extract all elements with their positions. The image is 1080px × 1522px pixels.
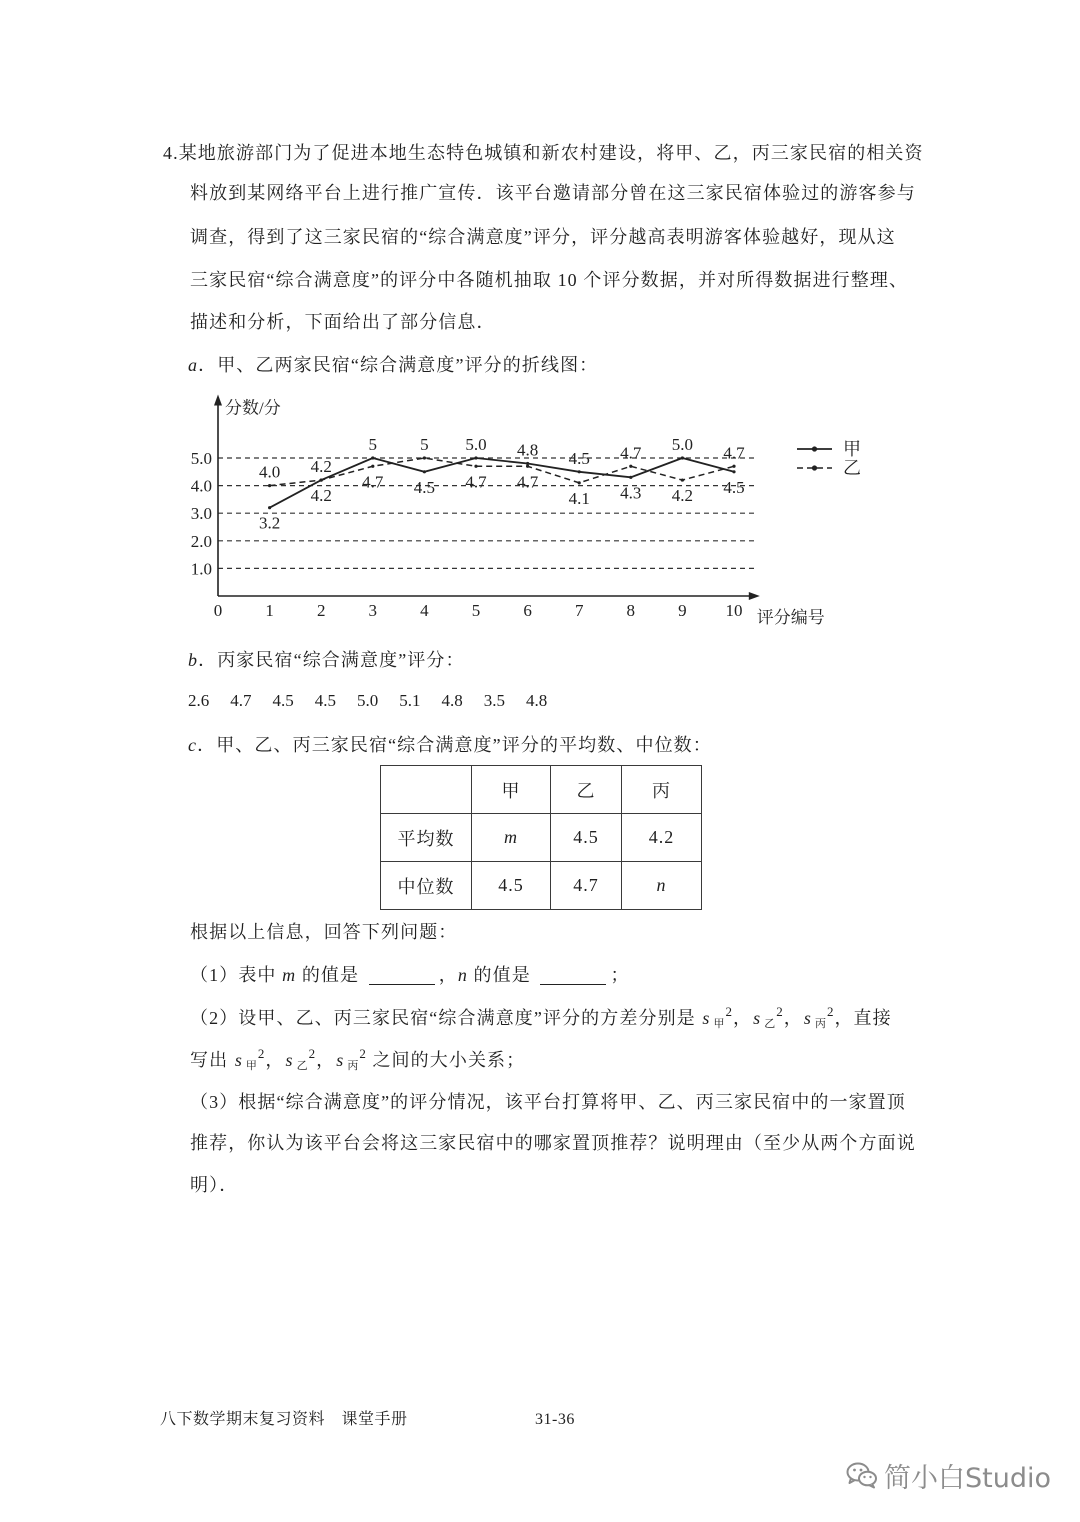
x-tick-label: 1 [265,601,274,620]
question-2-line [190,1005,892,1034]
q1-number: （1） [190,965,239,985]
table-header-cell: 乙 [551,766,622,814]
table-header-cell: 甲 [472,766,551,814]
variance-symbol: s [234,1050,243,1070]
q1-text: 的值是 [296,965,365,985]
q1-text: ； [610,965,630,985]
variance-term-jia [702,1005,732,1034]
data-label: 4.5 [413,477,436,497]
variance-term-yi [286,1047,316,1076]
variance-term-bing [804,1005,834,1034]
x-tick-label: 6 [523,601,532,620]
page-number: 31-36 [535,1411,575,1428]
watermark-text: 简小白Studio [884,1462,1051,1494]
variance-subscript: 丙 [814,1018,826,1030]
part-b-text: ．丙家民宿“综合满意度”评分： [198,650,465,670]
data-point [681,456,684,459]
x-axis-label: 评分编号 [756,608,825,627]
data-label: 4.7 [516,472,539,492]
data-label: 5 [368,435,378,454]
table-cell: 4.7 [551,862,622,910]
x-tick-label: 7 [574,601,584,620]
data-label: 4.7 [362,472,384,492]
part-c-caption [188,732,712,758]
variance-symbol: s [702,1008,711,1028]
variance-symbol: s [285,1050,294,1070]
problem-line: 料放到某网络平台上进行推广宣传．该平台邀请部分曾在这三家民宿体验过的游客参与 [190,183,916,203]
data-label: 5.0 [465,435,487,454]
variance-exponent: 2 [359,1046,366,1061]
data-point [474,465,477,468]
table-header-cell: 丙 [622,766,702,814]
data-label: 4.2 [310,486,332,506]
data-point [732,465,735,468]
table-row-label: 平均数 [381,814,472,862]
series-line-jia [270,458,734,508]
variance-exponent: 2 [826,1004,834,1019]
data-label: 4.7 [620,443,642,463]
table-row-label: 中位数 [381,862,472,910]
data-point [474,456,477,459]
data-point [578,481,581,484]
problem-line: 调查，得到了这三家民宿的“综合满意度”评分，评分越高表明游客体验越好，现从这 [190,227,896,247]
variance-subscript: 乙 [764,1018,776,1030]
legend-marker [812,465,817,470]
data-point [578,470,581,473]
q2-text: 之间的大小关系； [366,1050,526,1070]
problem-line: 三家民宿“综合满意度”的评分中各随机抽取 10 个评分数据，并对所得数据进行整理、 [190,270,909,290]
data-label: 5.0 [671,435,694,454]
data-label: 4.5 [723,477,745,497]
y-tick-label: 1.0 [190,559,212,579]
data-point [526,465,529,468]
q2-text: ，直接 [834,1008,892,1028]
y-tick-label: 4.0 [190,476,212,496]
separator: ， [265,1050,285,1070]
variance-exponent: 2 [257,1046,265,1061]
variance-exponent: 2 [725,1004,732,1019]
variance-subscript: 乙 [296,1060,308,1072]
variance-term-bing [336,1047,366,1076]
q2-text: （2）设甲、乙、丙三家民宿“综合满意度”评分的方差分别是 [190,1008,702,1028]
table-cell: 4.5 [472,862,551,910]
data-label: 4.2 [671,486,694,506]
x-tick-label: 8 [626,601,636,620]
variance-exponent: 2 [308,1046,316,1061]
problem-line: 描述和分析，下面给出了部分信息． [190,312,496,332]
bing-score-list [188,688,568,714]
score-value: 4.8 [441,691,463,710]
question-1 [190,962,630,988]
table-row [381,862,702,910]
data-point [268,506,271,509]
y-tick-label: 5.0 [190,449,212,468]
x-axis-arrow [749,592,760,600]
x-tick-label: 4 [420,601,429,620]
wechat-icon [846,1461,878,1489]
data-point [371,465,374,468]
part-a-text: ．甲、乙两家民宿“综合满意度”评分的折线图： [198,355,599,375]
variance-subscript: 丙 [347,1060,359,1072]
variable-m: m [282,965,297,985]
data-point [423,456,426,459]
legend-label: 乙 [843,458,861,478]
question-3-line: 推荐，你认为该平台会将这三家民宿中的哪家置顶推荐？说明理由（至少从两个方面说 [190,1133,916,1153]
x-tick-label: 3 [368,601,378,620]
variance-subscript: 甲 [713,1018,725,1030]
variance-symbol: s [803,1008,812,1028]
data-point [681,478,684,481]
data-label: 4.0 [258,462,281,482]
answer-blank [369,964,435,985]
data-label: 4.7 [723,443,745,463]
data-point [371,456,374,459]
part-b-caption [188,647,465,673]
q2-text: 写出 [190,1050,234,1070]
part-a-caption [188,352,598,378]
data-point [629,476,632,479]
data-label: 4.8 [516,440,539,460]
part-c-letter: c [188,735,198,755]
watermark [846,1457,1051,1493]
data-label: 4.2 [310,457,332,477]
data-label: 4.5 [568,448,590,468]
separator: ， [733,1008,753,1028]
variable-n: n [457,965,468,985]
variance-term-yi [753,1005,783,1034]
q1-text: ， [438,965,458,985]
score-value: 4.5 [314,691,336,710]
data-label: 3.2 [258,513,281,533]
variance-exponent: 2 [776,1004,783,1019]
data-label: 4.7 [465,472,487,492]
score-value: 4.7 [230,691,252,710]
score-value: 3.5 [483,691,505,710]
data-point [629,465,632,468]
q1-text: 表中 [238,965,283,985]
table-cell: n [622,862,702,910]
variance-subscript: 甲 [245,1060,257,1072]
q1-text: 的值是 [467,965,537,985]
data-point [268,484,271,487]
x-tick-label: 10 [725,601,743,620]
y-tick-label: 3.0 [190,504,212,524]
legend-marker [812,446,817,451]
table-cell: 4.2 [622,814,702,862]
part-a-letter: a [188,355,199,375]
data-point [423,470,426,473]
score-value: 4.5 [272,691,294,710]
x-tick-label: 2 [316,601,326,620]
legend-label: 甲 [843,439,861,459]
separator: ， [783,1008,803,1028]
variance-term-jia [235,1047,265,1076]
answer-blank [540,964,606,985]
question-3-line: （3）根据“综合满意度”的评分情况，该平台打算将甲、乙、丙三家民宿中的一家置顶 [190,1092,906,1112]
stats-table [380,765,702,910]
variance-symbol: s [336,1050,345,1070]
score-value: 5.0 [357,691,379,710]
separator: ， [316,1050,336,1070]
data-point [732,470,735,473]
question-2-line [190,1047,525,1076]
data-point [320,478,323,481]
y-tick-label: 2.0 [190,531,212,551]
data-label: 4.3 [620,483,642,503]
footer-title: 八下数学期末复习资料 课堂手册 [160,1411,408,1428]
x-tick-label: 5 [471,601,481,620]
line-chart [150,385,880,635]
table-cell: m [472,814,551,862]
part-c-text: ．甲、乙、丙三家民宿“综合满意度”评分的平均数、中位数： [197,735,712,755]
data-label: 4.1 [568,488,590,508]
score-value: 4.8 [526,691,548,710]
score-value: 2.6 [188,691,210,710]
y-axis-label: 分数/分 [225,398,281,418]
score-value: 5.1 [399,691,421,710]
questions-intro: 根据以上信息，回答下列问题： [190,922,458,942]
table-cell: 4.5 [551,814,622,862]
x-tick-label: 0 [213,601,223,620]
question-3-line: 明）． [190,1175,239,1195]
part-b-letter: b [188,650,199,670]
data-label: 5 [420,435,429,454]
table-row [381,814,702,862]
data-point [526,462,529,465]
y-axis-arrow [214,395,222,406]
table-header-cell [381,766,472,814]
x-tick-label: 9 [678,601,687,620]
variance-symbol: s [753,1008,762,1028]
table-header-row [381,766,702,814]
problem-line: 4.某地旅游部门为了促进本地生态特色城镇和新农村建设，将甲、乙，丙三家民宿的相关资 [163,143,924,163]
